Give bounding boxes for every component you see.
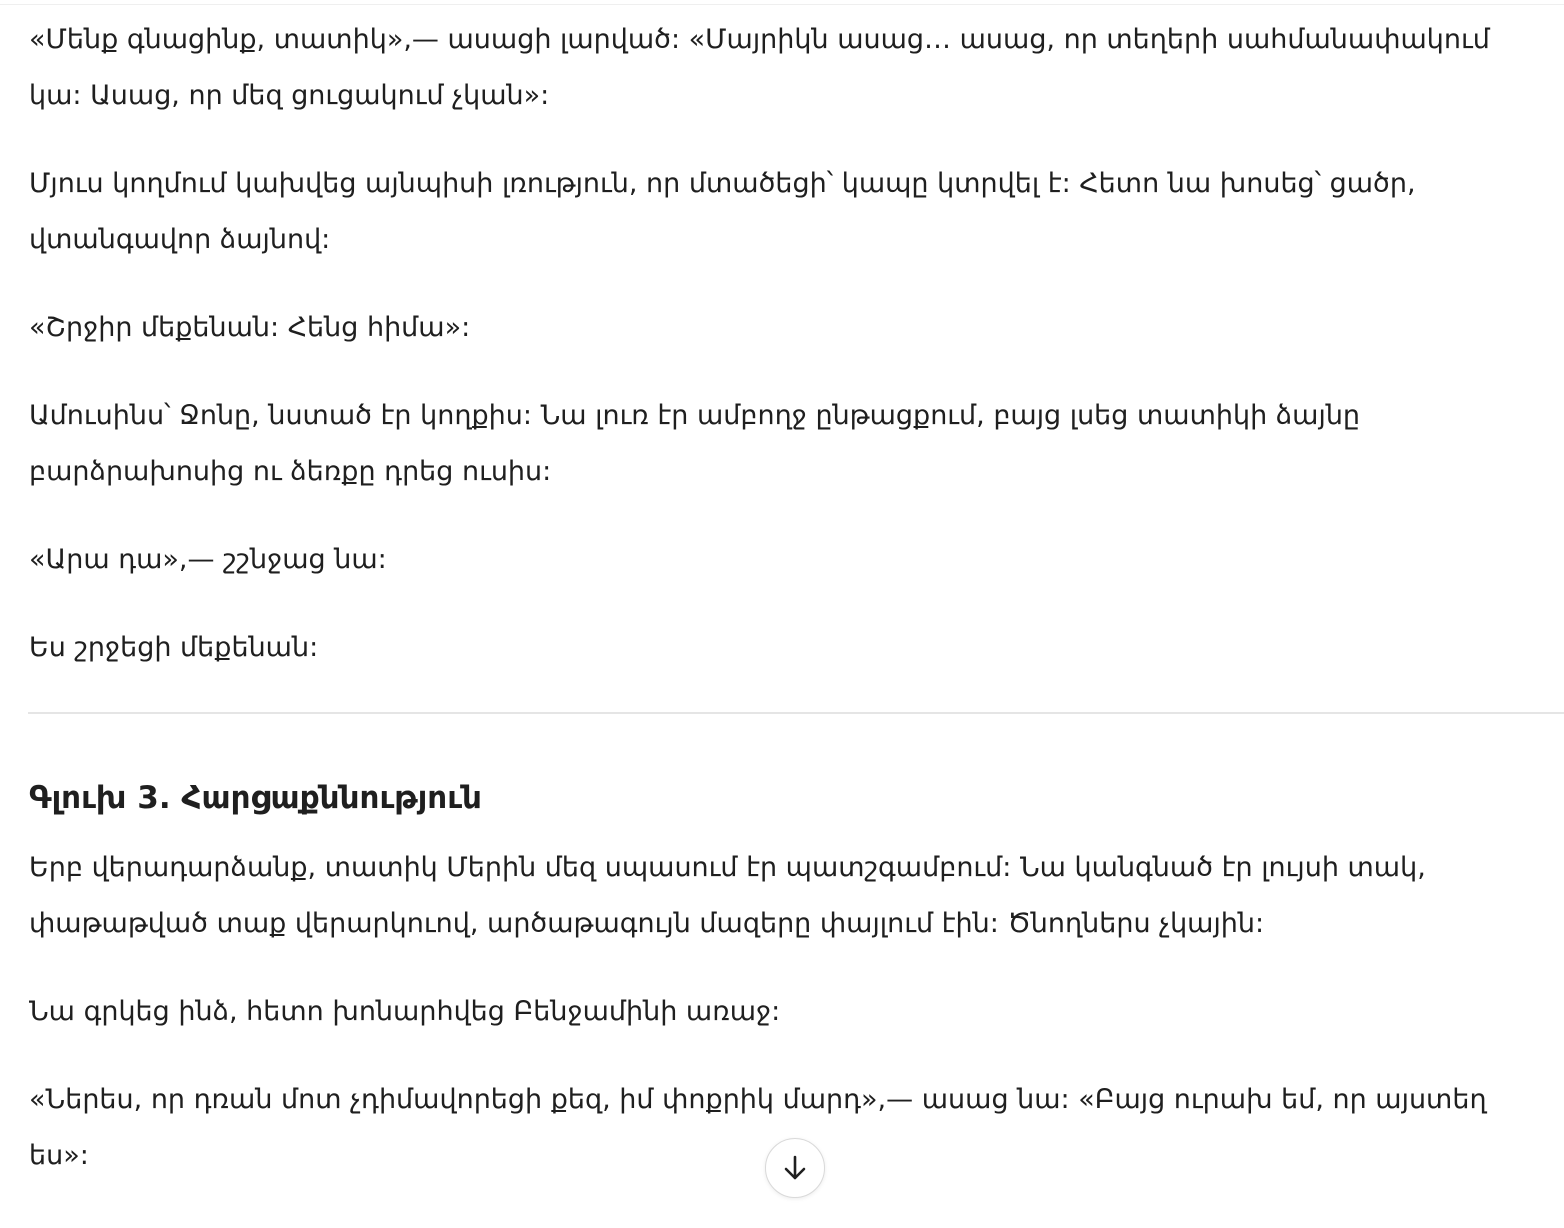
top-edge-divider [0,0,1564,5]
paragraph: Մյուս կողմում կախվեց այնպիսի լռություն, որ մտածեցի՝ կապը կտրվել է: Հետո նա խոսեց՝ ցածր, վտանգավոր ձայնով: [29,168,1416,255]
paragraph: Երբ վերադարձանք, տատիկ Մերին մեզ սպասում էր պատշգամբում: Նա կանգնած էր լույսի տակ, փաթաթված տաք վերարկուով, արծաթագույն մազերը փայլում էին: Ծնողներս չկային: [29,852,1426,939]
message-content [29,12,1564,1184]
scroll-to-bottom-button[interactable] [765,1138,825,1198]
section-divider [28,712,1564,714]
paragraph: «Արա դա»,— շշնջաց նա: [29,544,387,575]
paragraph: Նա գրկեց ինձ, հետո խոնարհվեց Բենջամինի առաջ: [29,996,781,1027]
paragraph: Ամուսինս՝ Ջոնը, նստած էր կողքիս: Նա լուռ էր ամբողջ ընթացքում, բայց լսեց տատիկի ձայնը բարձրախոսից ու ձեռքը դրեց ուսիս: [29,400,1361,487]
paragraph: Ես շրջեցի մեքենան: [29,632,319,663]
arrow-down-icon [779,1152,811,1184]
paragraph: «Ներես, որ դռան մոտ չդիմավորեցի քեզ, իմ փոքրիկ մարդ»,— ասաց նա: «Բայց ուրախ եմ, որ այստեղ ես»: [29,1084,1487,1171]
chapter-heading: Գլուխ 3. Հարցաքննություն [29,780,482,816]
paragraph: «Մենք գնացինք, տատիկ»,— ասացի լարված: «Մայրիկն ասաց… ասաց, որ տեղերի սահմանափակում կա: Ասաց, որ մեզ ցուցակում չկան»: [29,24,1490,111]
paragraph: «Շրջիր մեքենան: Հենց հիմա»: [29,312,471,343]
